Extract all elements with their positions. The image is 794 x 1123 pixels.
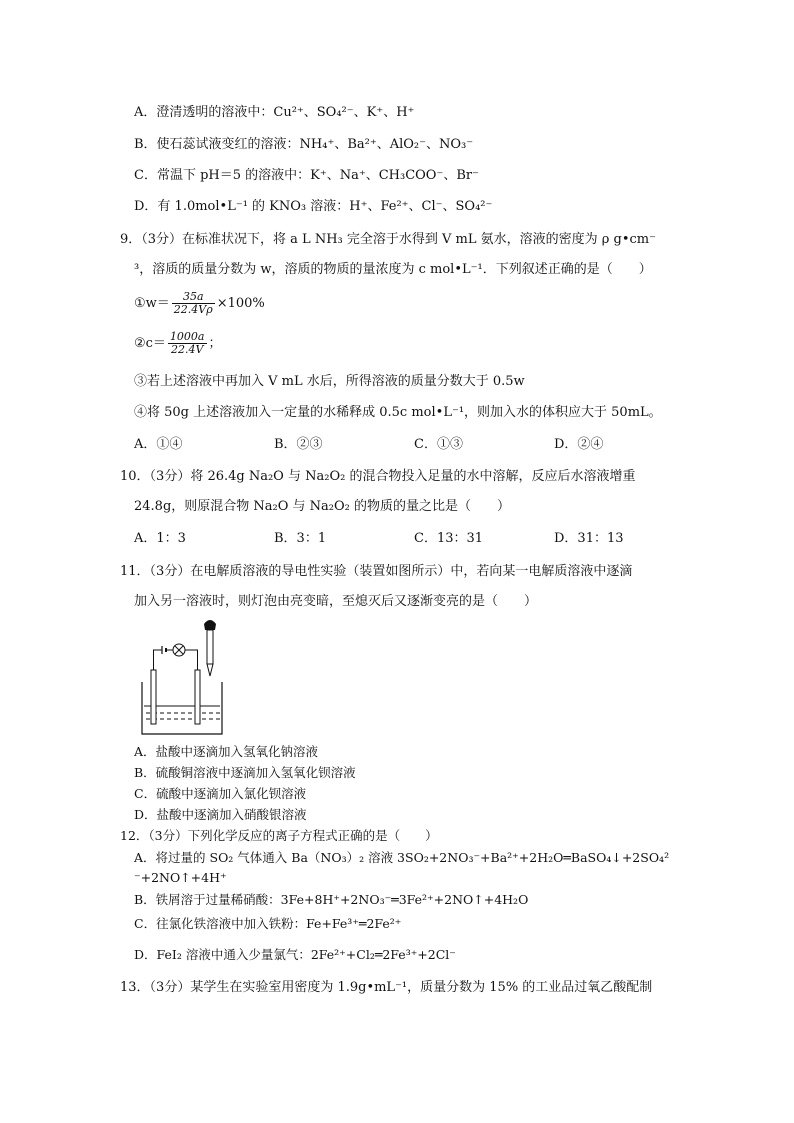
q9-item1-prefix: ①w＝ bbox=[134, 296, 170, 311]
q9-item1-denominator: 22.4Vρ bbox=[173, 303, 213, 316]
q12-option-a-line1: A．将过量的 SO₂ 气体通入 Ba（NO₃）₂ 溶液 3SO₂+2NO₃⁻+Ba²⁺+2H₂O═BaSO₄↓+2SO₄² bbox=[134, 850, 670, 865]
q11-stem-line1: 11．（3分）在电解质溶液的导电性实验（装置如图所示）中，若向某一电解质溶液中逐滴 bbox=[120, 564, 633, 579]
q9-item2-fraction bbox=[168, 331, 207, 356]
q11-option-d: D．盐酸中逐滴加入硝酸银溶液 bbox=[134, 807, 307, 822]
q12-option-d: D．FeI₂ 溶液中通入少量氯气：2Fe²⁺+Cl₂═2Fe³⁺+2Cl⁻ bbox=[134, 947, 456, 962]
q9-item-1 bbox=[134, 290, 265, 318]
q9-item-4: ④将 50g 上述溶液加入一定量的水稀释成 0.5c mol•L⁻¹，则加入水的体积应大于 50mL。 bbox=[134, 405, 662, 420]
q9-item1-fraction bbox=[172, 291, 215, 316]
q9-option-a: A．①④ bbox=[134, 437, 183, 452]
q9-item2-numerator: 1000a bbox=[169, 330, 205, 343]
q11-option-a: A．盐酸中逐滴加入氢氧化钠溶液 bbox=[134, 744, 319, 759]
q9-item-3: ③若上述溶液中再加入 V mL 水后，所得溶液的质量分数大于 0.5w bbox=[134, 374, 525, 389]
q9-item2-suffix: ； bbox=[208, 336, 222, 351]
q8-option-a: A．澄清透明的溶液中：Cu²⁺、SO₄²⁻、K⁺、H⁺ bbox=[134, 105, 415, 120]
q9-option-b: B．②③ bbox=[274, 437, 323, 452]
q9-option-c: C．①③ bbox=[414, 437, 463, 452]
q10-option-a: A．1：3 bbox=[134, 531, 186, 546]
q9-stem-line1: 9．（3分）在标准状况下，将 a L NH₃ 完全溶于水得到 V mL 氨水，溶液的密度为 ρ g•cm⁻ bbox=[120, 232, 656, 247]
q12-option-b: B．铁屑溶于过量稀硝酸：3Fe+8H⁺+2NO₃⁻═3Fe²⁺+2NO↑+4H₂O bbox=[134, 892, 529, 907]
q10-option-d: D．31：13 bbox=[554, 531, 624, 546]
right-electrode bbox=[195, 670, 200, 724]
q10-stem-line2: 24.8g，则原混合物 Na₂O 与 Na₂O₂ 的物质的量之比是（ ） bbox=[134, 499, 510, 514]
q9-item-2 bbox=[134, 330, 222, 358]
conductivity-apparatus-figure bbox=[140, 618, 230, 736]
q12-stem: 12．（3分）下列化学反应的离子方程式正确的是（ ） bbox=[120, 828, 438, 843]
q11-option-c: C．硫酸中逐滴加入氯化钡溶液 bbox=[134, 786, 307, 801]
q8-option-c: C．常温下 pH＝5 的溶液中：K⁺、Na⁺、CH₃COO⁻、Br⁻ bbox=[134, 168, 479, 183]
q9-options bbox=[134, 437, 694, 453]
q9-option-d: D．②④ bbox=[554, 437, 604, 452]
q11-option-b: B．硫酸铜溶液中逐滴加入氢氧化钡溶液 bbox=[134, 765, 356, 780]
q9-item1-suffix: ×100% bbox=[216, 296, 265, 311]
q10-stem-line1: 10．（3分）将 26.4g Na₂O 与 Na₂O₂ 的混合物投入足量的水中溶解，反应后水溶液增重 bbox=[120, 469, 636, 484]
dropper-bulb bbox=[204, 620, 216, 630]
q9-stem-line2: ³，溶质的质量分数为 w，溶质的物质的量浓度为 c mol•L⁻¹．下列叙述正确的是（ ） bbox=[134, 262, 652, 277]
q9-item2-prefix: ②c＝ bbox=[134, 336, 166, 351]
q13-stem-line1: 13．（3分）某学生在实验室用密度为 1.9g•mL⁻¹，质量分数为 15% 的工业品过氧乙酸配制 bbox=[120, 980, 653, 995]
q8-option-d: D．有 1.0mol•L⁻¹ 的 KNO₃ 溶液：H⁺、Fe²⁺、Cl⁻、SO₄²⁻ bbox=[134, 199, 493, 214]
q12-option-c: C．往氯化铁溶液中加入铁粉：Fe+Fe³⁺═2Fe²⁺ bbox=[134, 916, 402, 931]
q11-stem-line2: 加入另一溶液时，则灯泡由亮变暗，至熄灭后又逐渐变亮的是（ ） bbox=[134, 594, 538, 609]
left-electrode bbox=[151, 670, 156, 724]
q10-options bbox=[134, 531, 694, 547]
q9-item2-denominator: 22.4V bbox=[171, 343, 204, 356]
q10-option-b: B．3：1 bbox=[274, 531, 327, 546]
q8-option-b: B．使石蕊试液变红的溶液：NH₄⁺、Ba²⁺、AlO₂⁻、NO₃⁻ bbox=[134, 137, 474, 152]
dropper-tube bbox=[207, 630, 213, 664]
q10-option-c: C．13：31 bbox=[414, 531, 484, 546]
q12-option-a-line2: ⁻+2NO↑+4H⁺ bbox=[134, 870, 227, 885]
q9-item1-numerator: 35a bbox=[172, 291, 215, 304]
